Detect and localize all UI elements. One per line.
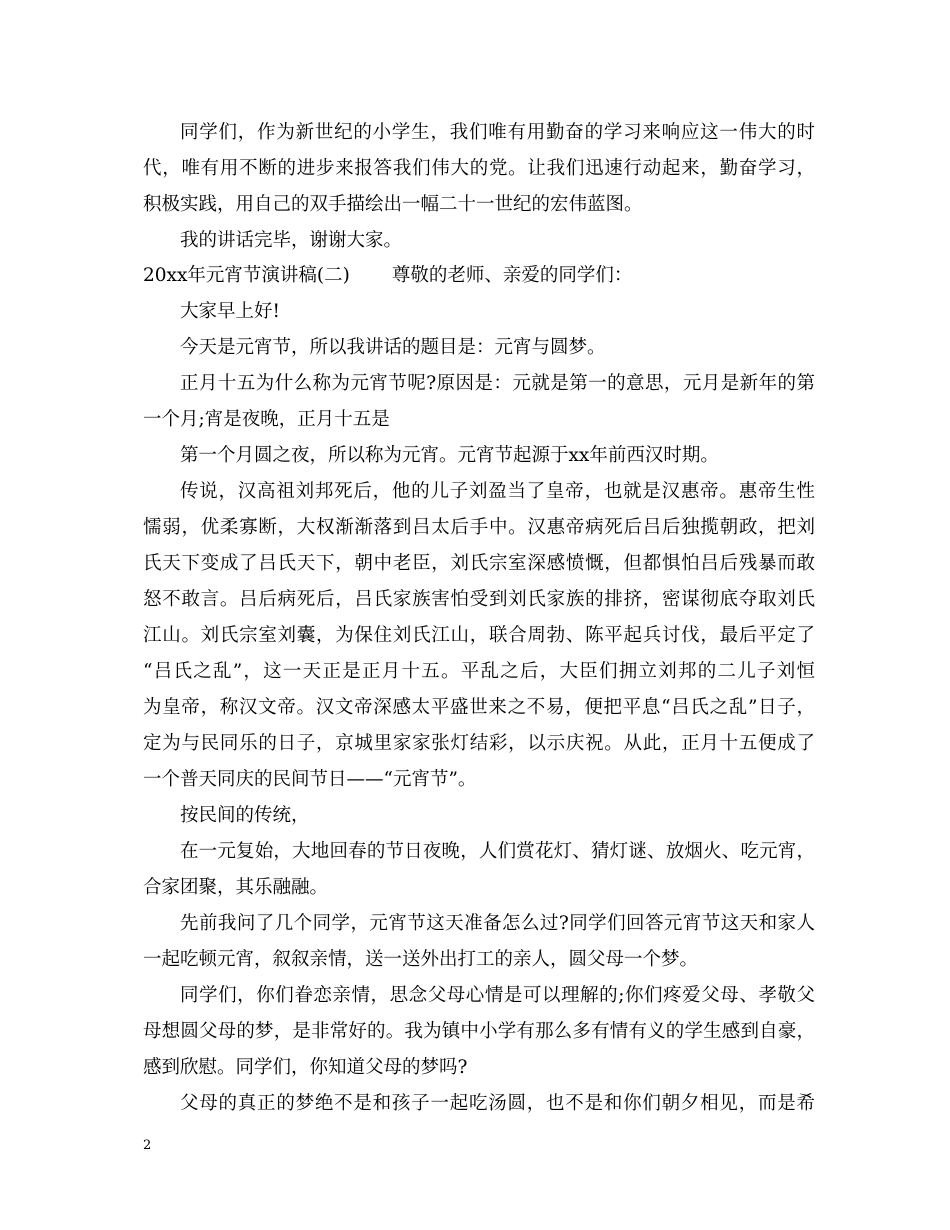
text-line: 江山。刘氏宗室刘囊，为保住刘氏江山，联合周勃、陈平起兵讨伐，最后平定了 (143, 625, 815, 646)
speech-greeting: 尊敬的老师、亲爱的同学们： (391, 265, 633, 286)
text-line: 在一元复始，大地回春的节日夜晚，人们赏花灯、猜灯谜、放烟火、吃元宵， (180, 841, 815, 862)
text-line: 传说，汉高祖刘邦死后，他的儿子刘盈当了皇帝，也就是汉惠帝。惠帝生性 (180, 481, 815, 502)
text-line: 按民间的传统， (180, 805, 310, 826)
text-line: 氏天下变成了吕氏天下，朝中老臣，刘氏宗室深感愤慨，但都惧怕吕后残暴而敢 (143, 553, 815, 574)
text-line: 父母的真正的梦绝不是和孩子一起吃汤圆，也不是和你们朝夕相见，而是希 (180, 1093, 815, 1114)
text-line: 同学们，你们眷恋亲情，思念父母心情是可以理解的;你们疼爱父母、孝敬父 (180, 985, 815, 1006)
text-line: 合家团聚，其乐融融。 (143, 877, 329, 898)
text-line: 感到欣慰。同学们，你知道父母的梦吗? (143, 1057, 468, 1078)
text-line: 第一个月圆之夜，所以称为元宵。元宵节起源于xx年前西汉时期。 (180, 445, 719, 466)
page-number: 2 (143, 1138, 152, 1153)
text-line: 一个普天同庆的民间节日——“元宵节”。 (143, 769, 477, 790)
text-line: 一个月;宵是夜晚，正月十五是 (143, 409, 390, 430)
text-line: 为皇帝，称汉文帝。汉文帝深感太平盛世来之不易，便把平息“吕氏之乱”日子， (143, 697, 815, 718)
text-line: 母想圆父母的梦，是非常好的。我为镇中小学有那么多有情有义的学生感到自豪， (143, 1021, 815, 1042)
text-line: 懦弱，优柔寡断，大权渐渐落到吕太后手中。汉惠帝病死后吕后独揽朝政，把刘 (143, 517, 815, 538)
text-line: 大家早上好! (180, 301, 280, 322)
text-line: 怒不敢言。吕后病死后，吕氏家族害怕受到刘氏家族的排挤，密谋彻底夺取刘氏 (143, 589, 815, 610)
text-line: 先前我问了几个同学，元宵节这天准备怎么过?同学们回答元宵节这天和家人 (180, 913, 815, 934)
text-line: 我的讲话完毕，谢谢大家。 (180, 230, 403, 251)
text-line: 同学们，作为新世纪的小学生，我们唯有用勤奋的学习来响应这一伟大的时 (180, 122, 815, 143)
speech-title: 20xx年元宵节演讲稿(二) (143, 265, 350, 286)
text-line: 定为与民同乐的日子，京城里家家张灯结彩，以示庆祝。从此，正月十五便成了 (143, 733, 815, 754)
text-line: 代，唯有用不断的进步来报答我们伟大的党。让我们迅速行动起来，勤奋学习， (143, 158, 815, 179)
text-line: 正月十五为什么称为元宵节呢?原因是：元就是第一的意思，元月是新年的第 (180, 373, 815, 394)
text-line: 一起吃顿元宵，叙叙亲情，送一送外出打工的亲人，圆父母一个梦。 (143, 949, 699, 970)
text-line: “吕氏之乱”，这一天正是正月十五。平乱之后，大臣们拥立刘邦的二儿子刘恒 (143, 661, 815, 682)
text-line: 积极实践，用自己的双手描绘出一幅二十一世纪的宏伟蓝图。 (143, 194, 643, 215)
text-line: 今天是元宵节，所以我讲话的题目是：元宵与圆梦。 (180, 337, 606, 358)
section-heading (143, 264, 632, 288)
